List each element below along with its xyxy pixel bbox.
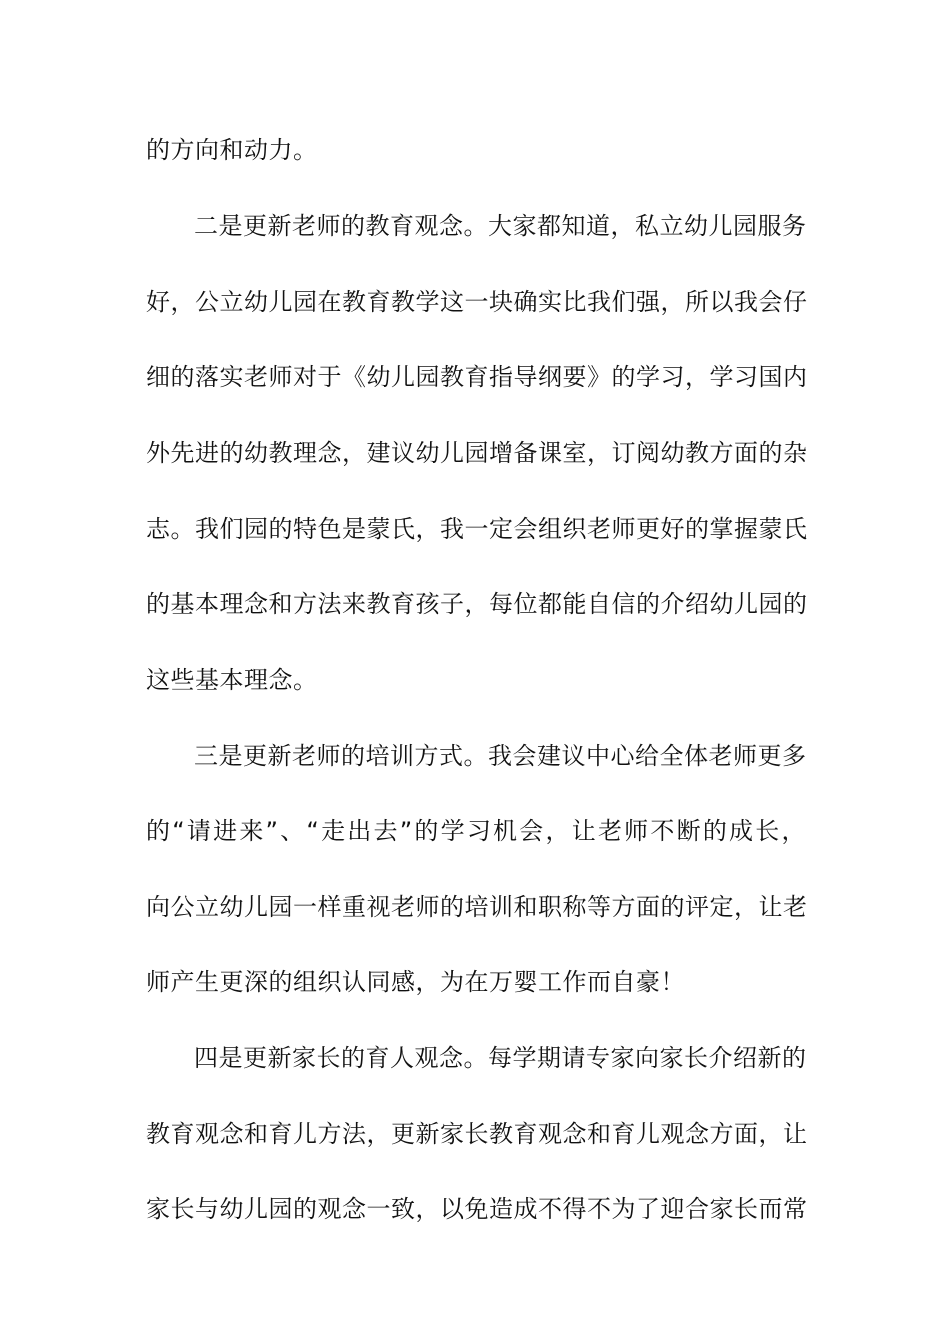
paragraph-start-line: 三是更新老师的培训方式。我会建议中心给全体老师更多 [194,742,807,770]
paragraph-start-line: 二是更新老师的教育观念。大家都知道，私立幼儿园服务 [194,212,807,240]
text-line: 志。我们园的特色是蒙氏，我一定会组织老师更好的掌握蒙氏 [146,515,808,543]
text-line: 细的落实老师对于《幼儿园教育指导纲要》的学习，学习国内 [146,363,808,391]
text-line: 向公立幼儿园一样重视老师的培训和职称等方面的评定，让老 [146,893,808,921]
text-line: 教育观念和育儿方法，更新家长教育观念和育儿观念方面，让 [146,1120,808,1148]
text-line: 好，公立幼儿园在教育教学这一块确实比我们强，所以我会仔 [146,288,808,316]
text-line: 师产生更深的组织认同感，为在万婴工作而自豪！ [146,968,685,996]
paragraph-start-line: 四是更新家长的育人观念。每学期请专家向家长介绍新的 [194,1044,807,1072]
text-line: 的方向和动力。 [146,136,318,164]
text-line: 这些基本理念。 [146,666,318,694]
text-line: 的“请进来”、“走出去”的学习机会，让老师不断的成长， [146,817,806,845]
text-line: 外先进的幼教理念，建议幼儿园增备课室，订阅幼教方面的杂 [146,439,808,467]
text-line: 的基本理念和方法来教育孩子，每位都能自信的介绍幼儿园的 [146,590,808,618]
text-line: 家长与幼儿园的观念一致，以免造成不得不为了迎合家长而常 [146,1195,808,1223]
